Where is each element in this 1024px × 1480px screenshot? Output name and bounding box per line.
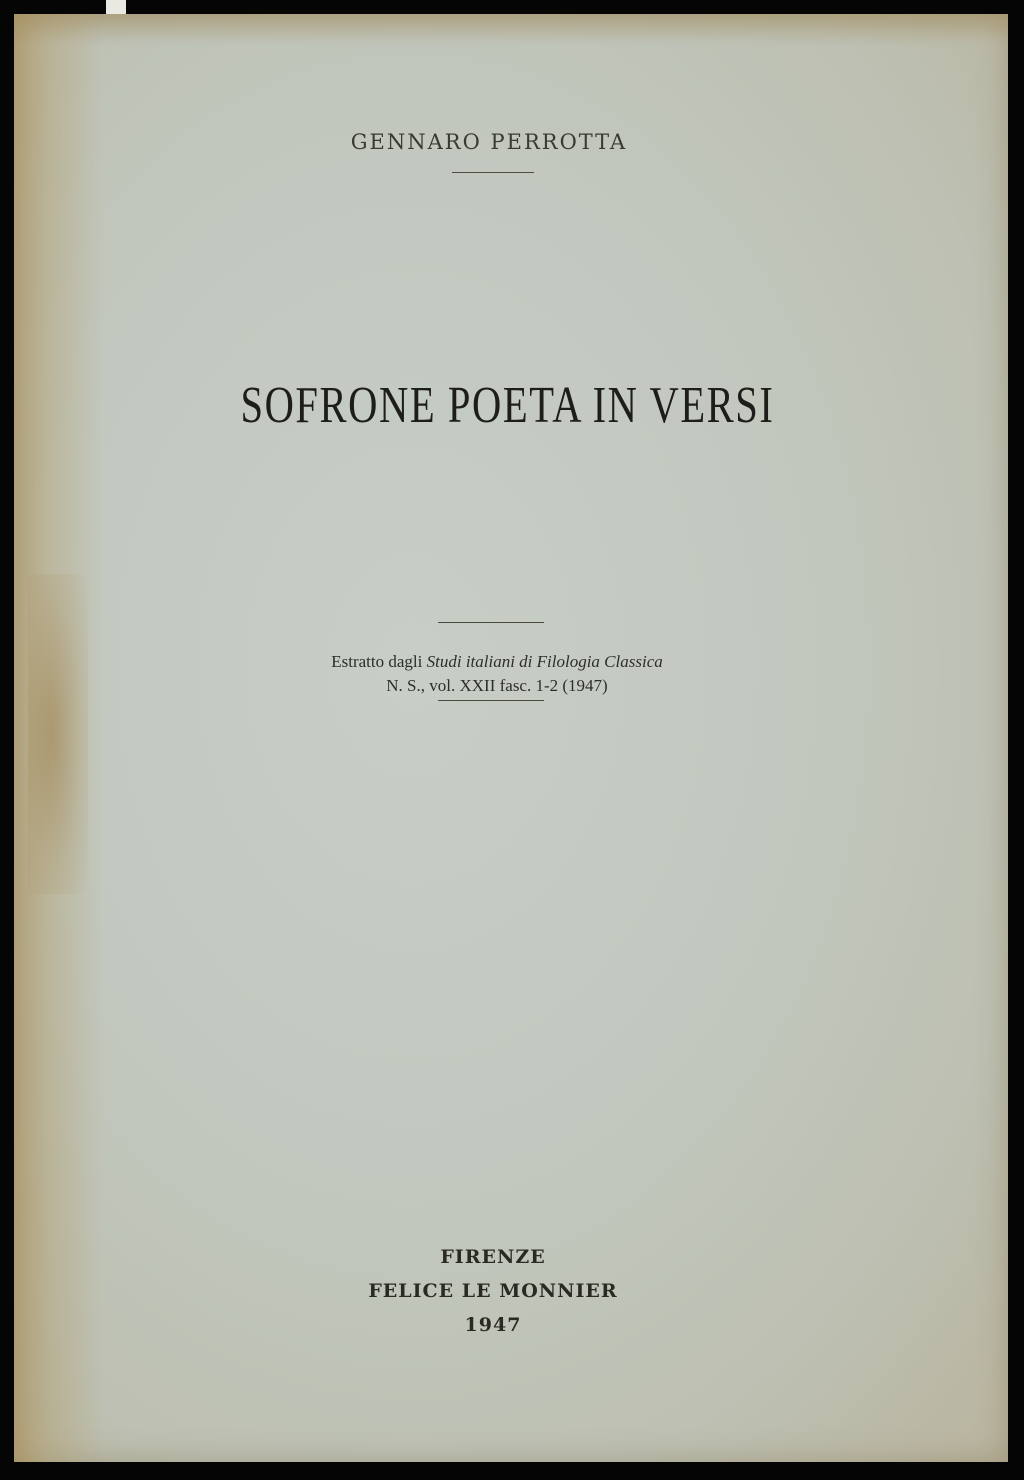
journal-name: Studi italiani di Filologia Classica (426, 652, 663, 671)
extract-note (0, 650, 994, 698)
imprint-year: 1947 (464, 1314, 522, 1336)
document-title: SOFRONE POETA IN VERSI (240, 377, 775, 434)
extract-top-rule (438, 622, 544, 623)
page-edge-discoloration (14, 14, 1008, 44)
extract-bottom-rule (438, 700, 544, 701)
extract-prefix: Estratto dagli (331, 652, 427, 671)
imprint (0, 1240, 990, 1342)
water-stain (28, 574, 88, 894)
extract-line-2: N. S., vol. XXII fasc. 1-2 (1947) (386, 676, 608, 695)
author-rule (452, 172, 534, 173)
extract-line-1 (0, 650, 994, 674)
document-page (14, 14, 1008, 1462)
imprint-publisher: FELICE LE MONNIER (368, 1280, 618, 1302)
imprint-city: FIRENZE (440, 1246, 546, 1268)
author-name: GENNARO PERROTTA (350, 130, 628, 154)
